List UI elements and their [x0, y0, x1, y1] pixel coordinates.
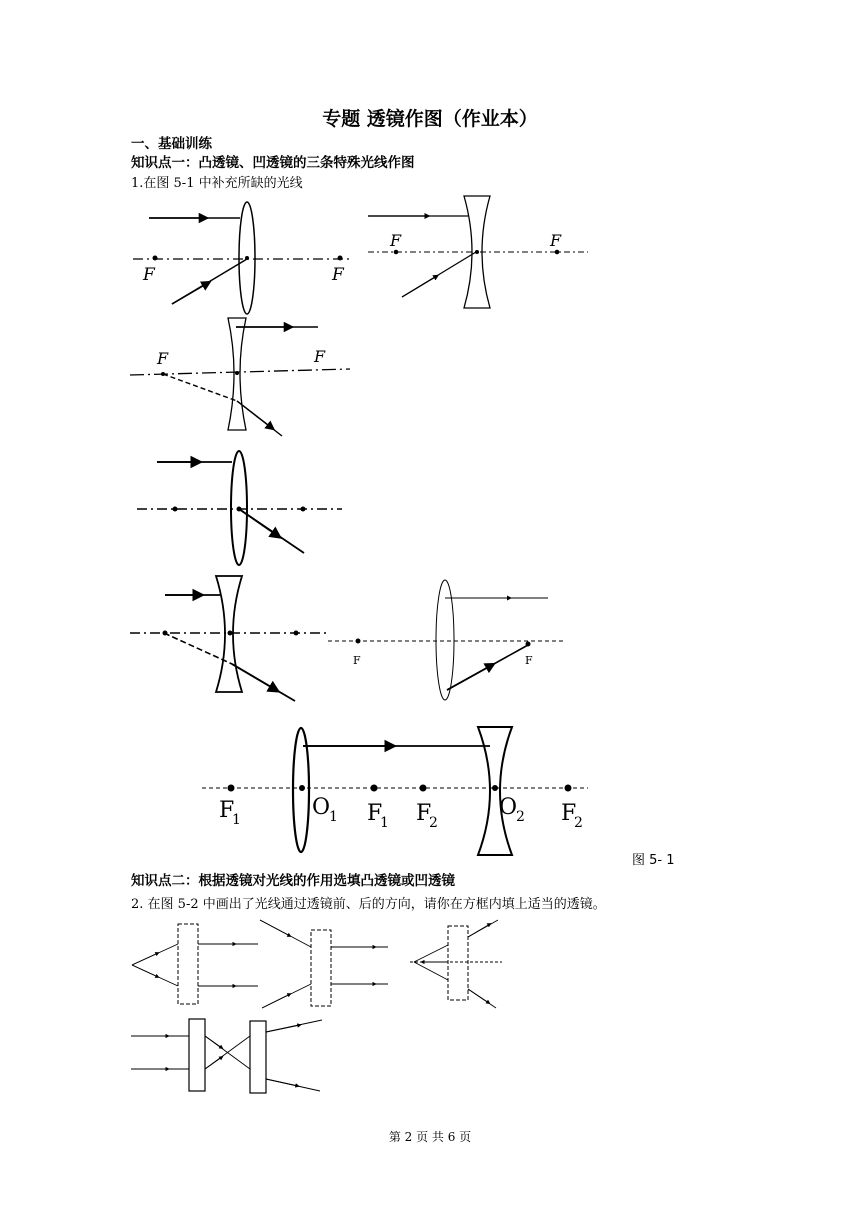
focus-label: F: [332, 265, 344, 285]
box-diagram-b: [260, 920, 388, 1008]
diagram-convex-3: [328, 580, 566, 700]
o2-subscript: 2: [516, 809, 525, 825]
figure-5-1-caption: 图 5- 1: [632, 853, 675, 868]
question-1-text: 1.在图 5-1 中补充所缺的光线: [131, 176, 303, 191]
box-diagram-a: [132, 924, 258, 1004]
box-diagram-d: [131, 1019, 322, 1093]
f2-label: F: [416, 801, 432, 826]
section-heading: 一、基础训练: [131, 136, 212, 152]
o1-subscript: 1: [329, 809, 338, 825]
focus-label: F: [525, 654, 533, 667]
o1-label: O: [312, 795, 331, 820]
focus-label: F: [143, 265, 155, 285]
f1-subscript: 1: [380, 815, 389, 831]
focus-label: F: [157, 349, 169, 368]
o2-label: O: [499, 795, 518, 820]
knowledge-point-2-heading: 知识点二：根据透镜对光线的作用选填凸透镜或凹透镜: [131, 873, 455, 889]
diagram-concave-2: [130, 318, 350, 436]
page-title: 专题 透镜作图（作业本）: [322, 108, 538, 130]
diagram-concave-1: [368, 196, 588, 308]
box-diagram-c: [410, 920, 502, 1008]
focus-label: F: [353, 654, 361, 667]
f1-label: F: [219, 798, 235, 823]
f1-subscript: 1: [232, 812, 241, 828]
focus-label: F: [390, 231, 402, 250]
page-footer: 第 2 页 共 6 页: [388, 1130, 472, 1144]
knowledge-point-1-heading: 知识点一：凸透镜、凹透镜的三条特殊光线作图: [131, 155, 415, 171]
f1-label: F: [367, 801, 383, 826]
diagram-convex-2: [137, 451, 342, 565]
focus-label: F: [550, 231, 562, 250]
f2-subscript: 2: [574, 815, 583, 831]
question-2-text: 2. 在图 5-2 中画出了光线通过透镜前、后的方向，请你在方框内填上适当的透镜。: [131, 897, 606, 912]
f2-label: F: [561, 801, 577, 826]
f2-subscript: 2: [429, 815, 438, 831]
diagram-lens-system: [202, 727, 588, 855]
diagram-convex-1: [133, 202, 350, 314]
focus-label: F: [314, 347, 326, 366]
diagram-concave-3: [130, 576, 328, 701]
